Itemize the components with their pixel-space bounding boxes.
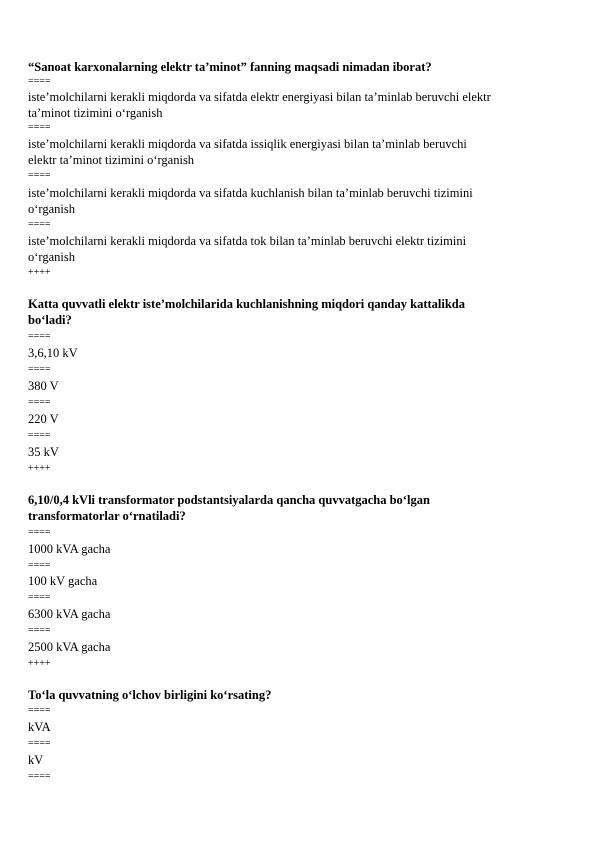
answer-1-1-line-1: iste’molchilarni kerakli miqdorda va sifatda elektr energiyasi bilan ta’minlab beruvchi elektr: [28, 90, 491, 104]
separator: ====: [28, 738, 51, 749]
question-2-line-2: bo‘ladi?: [28, 313, 72, 327]
answer-1-1-line-2: ta’minot tizimini o‘rganish: [28, 106, 163, 120]
answer-2-4: 35 kV: [28, 445, 59, 459]
question-1: “Sanoat karxonalarning elektr ta’minot” fanning maqsadi nimadan iborat?: [28, 60, 432, 74]
answer-1-4-line-2: o‘rganish: [28, 250, 75, 264]
answer-2-1: 3,6,10 kV: [28, 346, 78, 360]
answer-4-2: kV: [28, 753, 44, 767]
answer-2-2: 380 V: [28, 379, 59, 393]
answer-3-2: 100 kV gacha: [28, 574, 98, 588]
answer-2-3: 220 V: [28, 412, 59, 426]
separator: ====: [28, 397, 51, 408]
question-2-line-1: Katta quvvatli elektr iste’molchilarida kuchlanishning miqdori qanday kattalikda: [28, 297, 465, 311]
separator: ====: [28, 527, 51, 538]
separator: ====: [28, 430, 51, 441]
separator: ====: [28, 76, 51, 87]
separator: ====: [28, 331, 51, 342]
question-3-line-1: 6,10/0,4 kVli transformator podstantsiyalarda qancha quvvatgacha bo‘lgan: [28, 493, 430, 507]
answer-1-3-line-1: iste’molchilarni kerakli miqdorda va sifatda kuchlanish bilan ta’minlab beruvchi tizimini: [28, 186, 473, 200]
separator: ====: [28, 592, 51, 603]
answer-3-3: 6300 kVA gacha: [28, 607, 111, 621]
end-marker: ++++: [28, 463, 51, 474]
separator: ====: [28, 170, 51, 181]
separator: ====: [28, 771, 51, 782]
separator: ====: [28, 705, 51, 716]
end-marker: ++++: [28, 658, 51, 669]
question-4: To‘la quvvatning o‘lchov birligini ko‘rsating?: [28, 688, 272, 702]
question-3-line-2: transformatorlar o‘rnatiladi?: [28, 509, 186, 523]
answer-1-4-line-1: iste’molchilarni kerakli miqdorda va sifatda tok bilan ta’minlab beruvchi elektr tizimini: [28, 234, 467, 248]
answer-1-3-line-2: o‘rganish: [28, 202, 75, 216]
separator: ====: [28, 364, 51, 375]
separator: ====: [28, 560, 51, 571]
answer-3-1: 1000 kVA gacha: [28, 542, 111, 556]
separator: ====: [28, 625, 51, 636]
answer-4-1: kVA: [28, 720, 51, 734]
answer-1-2-line-2: elektr ta’minot tizimini o‘rganish: [28, 153, 195, 167]
separator: ====: [28, 219, 51, 230]
answer-1-2-line-1: iste’molchilarni kerakli miqdorda va sifatda issiqlik energiyasi bilan ta’minlab beruvchi: [28, 137, 467, 151]
answer-3-4: 2500 kVA gacha: [28, 640, 111, 654]
end-marker: ++++: [28, 267, 51, 278]
separator: ====: [28, 122, 51, 133]
